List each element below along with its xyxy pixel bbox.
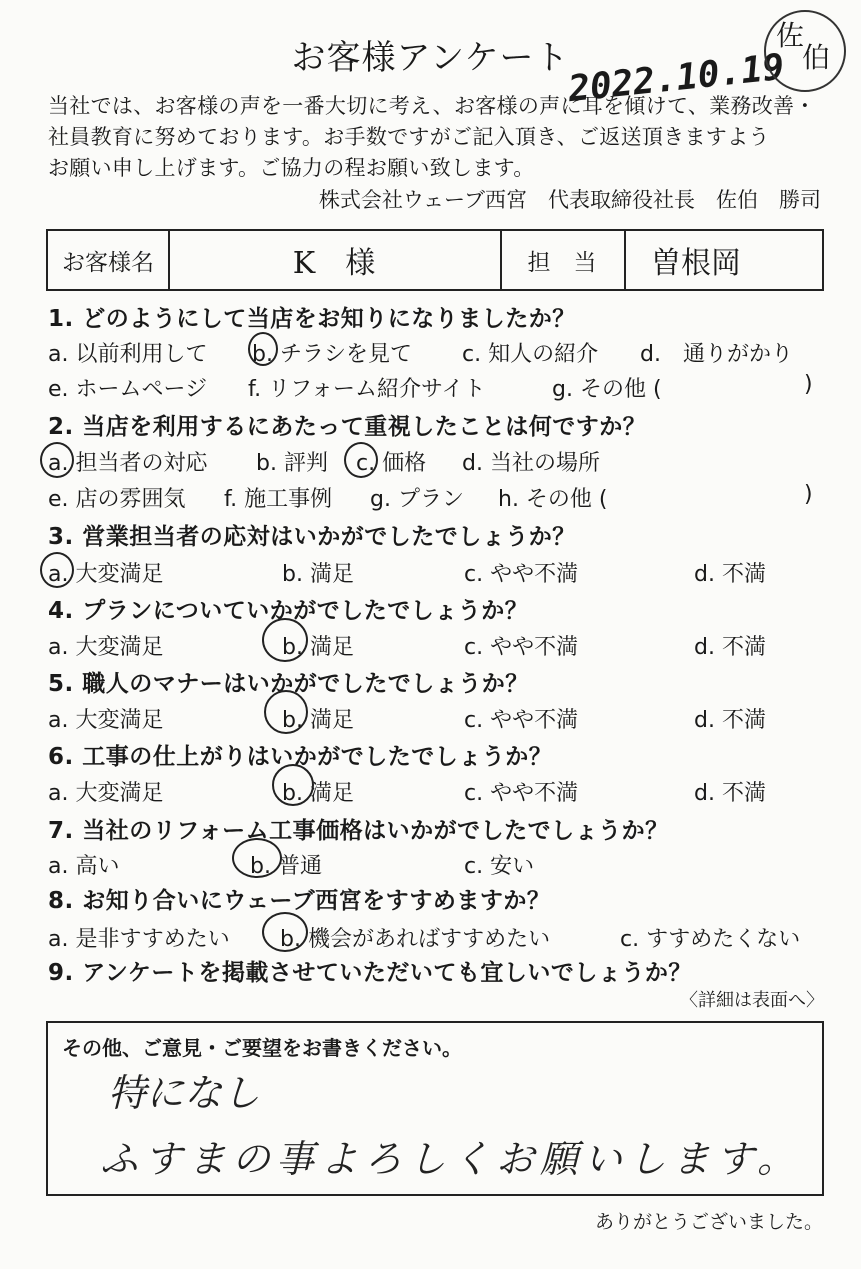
q3-option-b[interactable]: b. 満足 bbox=[282, 562, 354, 587]
q1-option-c[interactable]: c. 知人の紹介 bbox=[462, 342, 599, 367]
q7-option-a[interactable]: a. 高い bbox=[48, 854, 120, 879]
question-8: 8. お知り合いにウェーブ西宮をすすめますか？ bbox=[48, 888, 551, 914]
q8-option-a[interactable]: a. 是非すすめたい bbox=[48, 927, 230, 952]
customer-name-field[interactable]: K 様 bbox=[292, 246, 376, 281]
q2-option-c[interactable]: c. 価格 bbox=[356, 451, 427, 476]
company-signature: 株式会社ウェーブ西宮 代表取締役社長 佐伯 勝司 bbox=[318, 188, 821, 212]
intro-line-1: 当社では、お客様の声を一番大切に考え、お客様の声に耳を傾けて、業務改善・ bbox=[48, 94, 816, 118]
q4-option-b[interactable]: b. 満足 bbox=[282, 635, 354, 660]
selection-circle bbox=[262, 618, 308, 662]
q2-option-e[interactable]: e. 店の雰囲気 bbox=[48, 487, 186, 512]
q2-option-d[interactable]: d. 当社の場所 bbox=[462, 451, 600, 476]
selection-circle bbox=[272, 764, 314, 806]
selection-circle bbox=[248, 332, 278, 366]
selection-circle bbox=[40, 442, 74, 478]
q2-option-a[interactable]: a. 担当者の対応 bbox=[48, 451, 208, 476]
selection-circle bbox=[40, 552, 74, 588]
q3-option-d[interactable]: d. 不満 bbox=[694, 562, 766, 587]
question-1: 1. どのようにして当店をお知りになりましたか？ bbox=[48, 306, 576, 332]
question-7: 7. 当社のリフォーム工事価格はいかがでしたでしょうか？ bbox=[48, 818, 669, 844]
q4-option-c[interactable]: c. やや不満 bbox=[464, 635, 579, 660]
form-title: お客様アンケート bbox=[291, 38, 570, 78]
q2-option-h[interactable]: h. その他 ( bbox=[498, 487, 608, 512]
seal-stamp bbox=[764, 10, 846, 92]
q7-option-c[interactable]: c. 安い bbox=[464, 854, 535, 879]
closing-thanks: ありがとうございました。 bbox=[594, 1211, 823, 1233]
intro-line-2: 社員教育に努めております。お手数ですがご記入頂き、ご返送頂きますよう bbox=[48, 125, 770, 149]
q6-option-c[interactable]: c. やや不満 bbox=[464, 781, 579, 806]
q5-option-c[interactable]: c. やや不満 bbox=[464, 708, 579, 733]
q3-option-c[interactable]: c. やや不満 bbox=[464, 562, 579, 587]
comment-line-1: 特になし bbox=[108, 1071, 261, 1115]
q5-option-a[interactable]: a. 大変満足 bbox=[48, 708, 164, 733]
q6-option-d[interactable]: d. 不満 bbox=[694, 781, 766, 806]
question-4: 4. プランについていかがでしたでしょうか？ bbox=[48, 598, 529, 624]
comment-line-2: ふすまの事よろしくお願いします。 bbox=[100, 1137, 801, 1181]
seal-char-1: 佐 bbox=[776, 19, 805, 52]
q1-option-g[interactable]: g. その他 ( bbox=[552, 377, 662, 402]
q2-option-b[interactable]: b. 評判 bbox=[256, 451, 328, 476]
q7-option-b[interactable]: b. 普通 bbox=[250, 854, 322, 879]
comments-heading: その他、ご意見・ご要望をお書きください。 bbox=[62, 1036, 462, 1060]
selection-circle bbox=[232, 838, 282, 878]
selection-circle bbox=[264, 690, 308, 734]
selection-circle bbox=[262, 912, 308, 952]
question-5: 5. 職人のマナーはいかがでしたでしょうか？ bbox=[48, 671, 529, 697]
question-6: 6. 工事の仕上がりはいかがでしたでしょうか？ bbox=[48, 744, 553, 770]
question-9: 9. アンケートを掲載させていただいても宜しいでしょうか？ bbox=[48, 960, 692, 986]
q6-option-b[interactable]: b. 満足 bbox=[282, 781, 354, 806]
q4-option-a[interactable]: a. 大変満足 bbox=[48, 635, 164, 660]
question-3: 3. 営業担当者の応対はいかがでしたでしょうか？ bbox=[48, 524, 576, 550]
q1-option-f[interactable]: f. リフォーム紹介サイト bbox=[248, 377, 486, 402]
q3-option-a[interactable]: a. 大変満足 bbox=[48, 562, 164, 587]
handwritten-date: 2022.10.19 bbox=[566, 46, 787, 111]
q8-option-b[interactable]: b. 機会があればすすめたい bbox=[280, 927, 551, 952]
q2-option-h-close: ) bbox=[804, 482, 813, 507]
selection-circle bbox=[344, 442, 378, 478]
staff-label: 担 当 bbox=[527, 249, 597, 276]
q1-option-d[interactable]: d. 通りがかり bbox=[640, 342, 793, 367]
seal-char-2: 伯 bbox=[802, 41, 831, 74]
q1-option-b[interactable]: b. チラシを見て bbox=[252, 342, 412, 367]
q5-option-d[interactable]: d. 不満 bbox=[694, 708, 766, 733]
q6-option-a[interactable]: a. 大変満足 bbox=[48, 781, 164, 806]
q1-option-e[interactable]: e. ホームページ bbox=[48, 377, 208, 402]
q1-option-a[interactable]: a. 以前利用して bbox=[48, 342, 208, 367]
q5-option-b[interactable]: b. 満足 bbox=[282, 708, 354, 733]
question-2: 2. 当店を利用するにあたって重視したことは何ですか？ bbox=[48, 414, 647, 440]
intro-line-3: お願い申し上げます。ご協力の程お願い致します。 bbox=[48, 156, 535, 180]
q8-option-c[interactable]: c. すすめたくない bbox=[620, 927, 801, 952]
q4-option-d[interactable]: d. 不満 bbox=[694, 635, 766, 660]
customer-name-label: お客様名 bbox=[62, 249, 154, 276]
detail-note: 〈詳細は表面へ〉 bbox=[680, 990, 824, 1011]
q1-option-g-close: ) bbox=[804, 372, 813, 397]
q2-option-g[interactable]: g. プラン bbox=[370, 487, 464, 512]
customer-info-table bbox=[46, 229, 824, 291]
q2-option-f[interactable]: f. 施工事例 bbox=[224, 487, 333, 512]
staff-name-field[interactable]: 曽根岡 bbox=[651, 246, 741, 281]
